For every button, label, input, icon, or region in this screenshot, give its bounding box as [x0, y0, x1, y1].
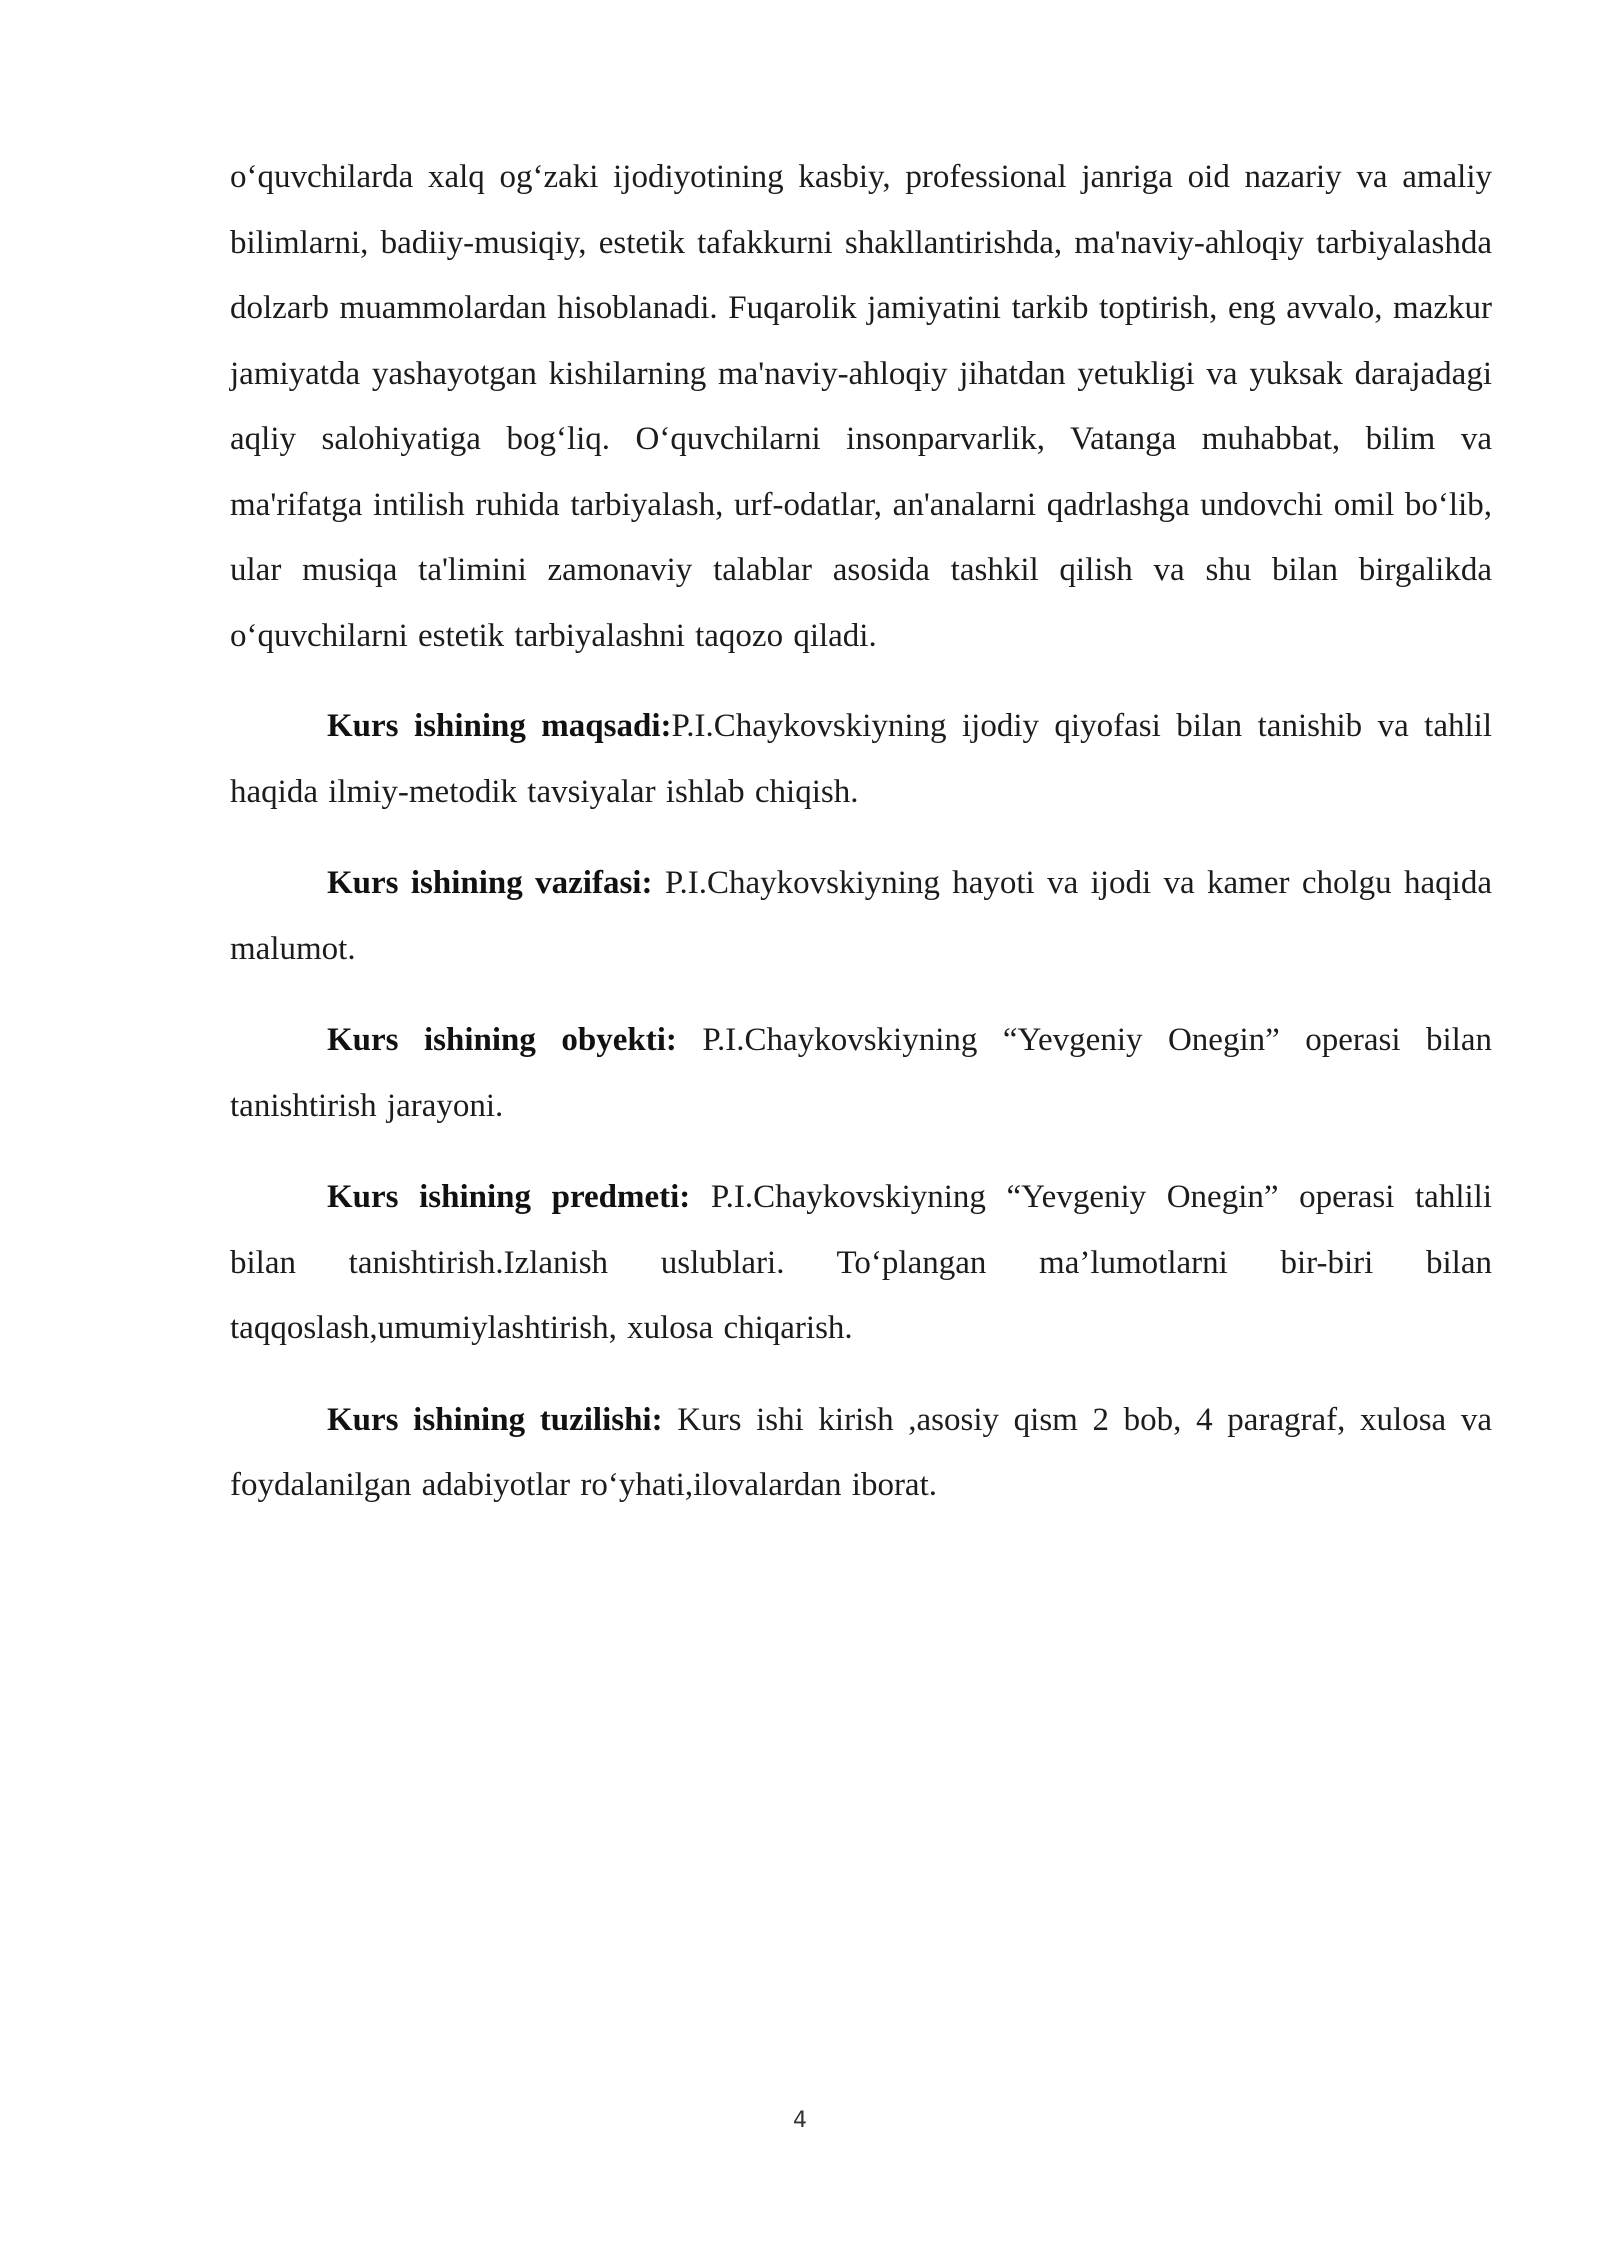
section-goal-text: P.I.Chaykovskiyning ijodiy qiyofasi bilan tanishib va tahlil haqida ilmiy-metodik tavsiyalar ishlab chiqish.	[230, 708, 1492, 810]
section-subject-label: Kurs ishining predmeti:	[327, 1179, 691, 1215]
intro-paragraph: o‘quvchilarda xalq og‘zaki ijodiyotining kasbiy, professional janriga oid nazariy va amaliy bilimlarni, badiiy-musiqiy, estetik tafakkurni shakllantirishda, ma'naviy-ahloqiy tarbiyalashda dolzarb muammolardan hisoblanadi. Fuqarolik jamiyatini tarkib toptirish, eng avvalo, mazkur jamiyatda yashayotgan kishilarning ma'naviy-ahloqiy jihatdan yetukligi va yuksak darajadagi aqliy salohiyatiga bog‘liq. O‘quvchilarni insonparvarlik, Vatanga muhabbat, bilim va ma'rifatga intilish ruhida tarbiyalash, urf-odatlar, an'analarni qadrlashga undovchi omil bo‘lib, ular musiqa ta'limini zamonaviy talablar asosida tashkil qilish va shu bilan birgalikda o‘quvchilarni estetik tarbiyalashni taqozo qiladi.	[230, 159, 1492, 654]
section-goal	[230, 694, 1492, 825]
section-task-label: Kurs ishining vazifasi:	[327, 865, 653, 901]
section-subject	[230, 1165, 1492, 1362]
section-object-label: Kurs ishining obyekti:	[327, 1022, 677, 1058]
section-task-text: P.I.Chaykovskiyning hayoti va ijodi va kamer cholgu haqida malumot.	[230, 865, 1492, 967]
page-number: 4	[793, 2108, 807, 2133]
section-structure-label: Kurs ishining tuzilishi:	[327, 1401, 663, 1438]
section-object-text: P.I.Chaykovskiyning “Yevgeniy Onegin” operasi bilan tanishtirish jarayoni.	[230, 1022, 1492, 1124]
section-goal-label: Kurs ishining maqsadi:	[327, 708, 672, 744]
page-body	[230, 145, 1492, 1545]
section-task	[230, 851, 1492, 982]
section-object	[230, 1008, 1492, 1139]
section-subject-text: P.I.Chaykovskiyning “Yevgeniy Onegin” operasi tahlili bilan tanishtirish.Izlanish uslublari. To‘plangan ma’lumotlarni bir-biri bilan taqqoslash,umumiylashtirish, xulosa chiqarish.	[230, 1179, 1492, 1346]
section-structure-text: Kurs ishi kirish ,asosiy qism 2 bob, 4 paragraf, xulosa va foydalanilgan adabiyotlar ro‘yhati,ilovalardan iborat.	[230, 1401, 1493, 1503]
section-structure	[230, 1388, 1492, 1519]
